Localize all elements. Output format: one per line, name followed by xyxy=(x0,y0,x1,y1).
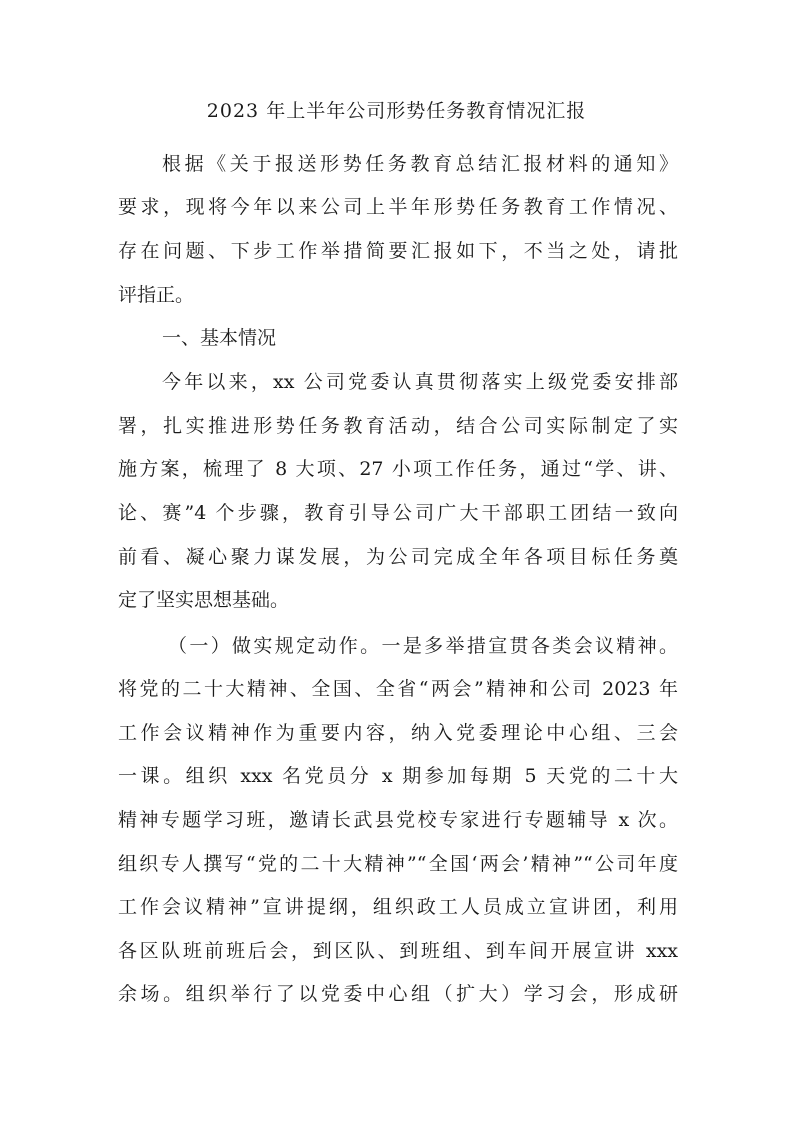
subsection1-line-6: 组织专人撰写“党的二十大精神”“全国‘两会’精神”“公司年度 xyxy=(118,853,678,875)
intro-line-4: 评指正。 xyxy=(118,284,195,306)
section1-line-5: 前看、凝心聚力谋发展，为公司完成全年各项目标任务奠 xyxy=(118,546,678,568)
section-heading-basic: 一、基本情况 xyxy=(162,327,277,349)
subsection1-line-9: 余场。组织举行了以党委中心组（扩大）学习会，形成研 xyxy=(118,983,678,1005)
document-title: 2023 年上半年公司形势任务教育情况汇报 xyxy=(206,100,587,122)
subsection1-line-4: 一课。组织 xxx 名党员分 x 期参加每期 5 天党的二十大 xyxy=(118,765,678,787)
intro-line-1: 根据《关于报送形势任务教育总结汇报材料的通知》 xyxy=(162,153,678,175)
intro-line-2: 要求，现将今年以来公司上半年形势任务教育工作情况、 xyxy=(118,196,678,218)
subsection1-line-1: （一）做实规定动作。一是多举措宣贯各类会议精神。 xyxy=(168,635,678,657)
intro-line-3: 存在问题、下步工作举措简要汇报如下，不当之处，请批 xyxy=(118,240,678,262)
section1-line-2: 署，扎实推进形势任务教育活动，结合公司实际制定了实 xyxy=(118,415,678,437)
section1-line-1: 今年以来，xx 公司党委认真贯彻落实上级党委安排部 xyxy=(162,371,678,393)
section1-line-6: 定了坚实思想基础。 xyxy=(118,589,290,611)
subsection1-line-8: 各区队班前班后会，到区队、到班组、到车间开展宣讲 xxx xyxy=(118,940,678,962)
section1-line-3: 施方案，梳理了 8 大项、27 小项工作任务，通过“学、讲、 xyxy=(118,458,678,480)
subsection1-line-5: 精神专题学习班，邀请长武县党校专家进行专题辅导 x 次。 xyxy=(118,809,678,831)
subsection1-line-2: 将党的二十大精神、全国、全省“两会”精神和公司 2023 年 xyxy=(118,678,678,700)
section1-line-4: 论、赛”4 个步骤，教育引导公司广大干部职工团结一致向 xyxy=(118,502,678,524)
subsection1-line-7: 工作会议精神”宣讲提纲，组织政工人员成立宣讲团，利用 xyxy=(118,896,678,918)
subsection1-line-3: 工作会议精神作为重要内容，纳入党委理论中心组、三会 xyxy=(118,722,678,744)
